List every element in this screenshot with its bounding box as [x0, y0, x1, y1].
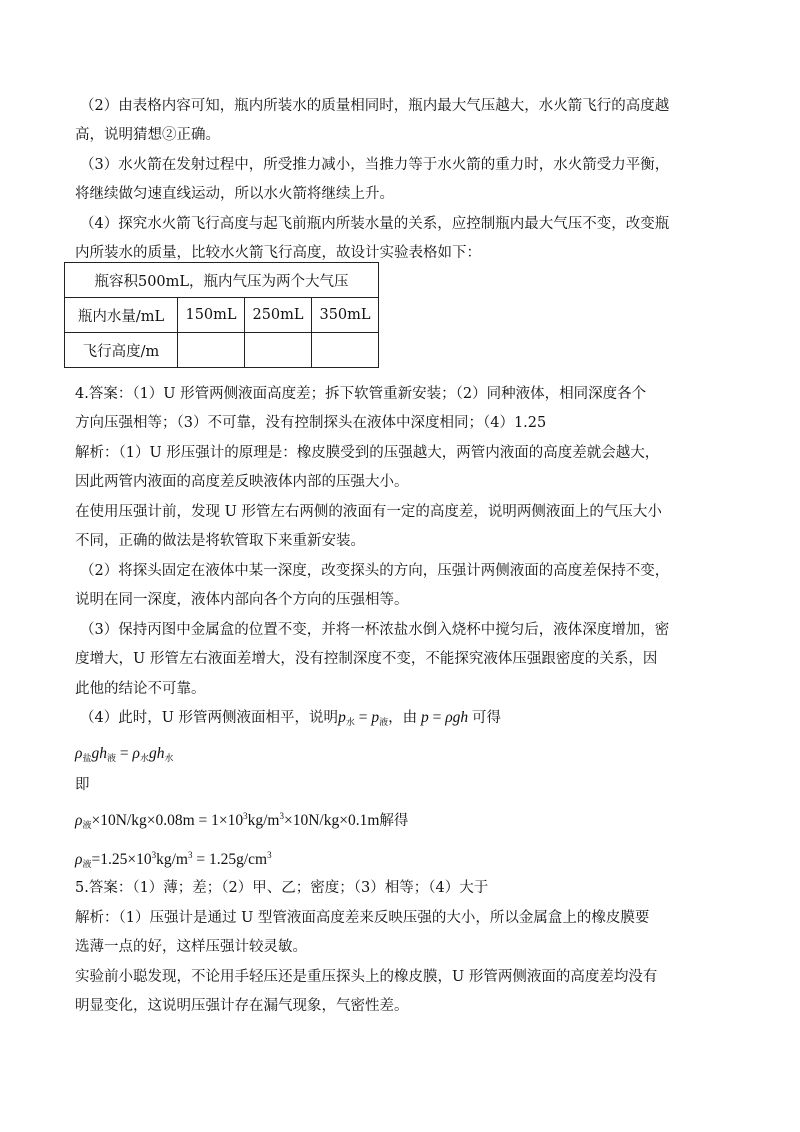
text-line: 此他的结论不可靠。 [75, 681, 206, 697]
text-line: 方向压强相等；（3）不可靠，没有控制探头在液体中深度相同；（4）1.25 [75, 415, 547, 431]
answer-4-heading: 4.答案：（1）U 形管两侧液面高度差；拆下软管重新安装；（2）同种液体，相同深度各个 [75, 386, 647, 402]
text-line: 解析：（1）压强计是通过 U 型管液面高度差来反映压强的大小，所以金属盒上的橡皮膜要 [75, 910, 650, 926]
formula-line: $\rho_液\times 10N/kg\times 0.08m = 1\times 10^3kg/m^3\times 10N/kg\times 0.1m$解得 [75, 811, 409, 830]
formula-result: $\rho_液=1.25\times 10^3kg/m^3 = 1.25g/cm^3$ [75, 850, 272, 869]
table-row [65, 298, 379, 333]
table-cell-empty [312, 333, 379, 368]
formula-line [75, 744, 735, 768]
formula-rho-equation: $\rho_盐gh_液 = \rho_水gh_水$ [75, 745, 174, 763]
table-cell-empty [245, 333, 312, 368]
text-line: 明显变化，这说明压强计存在漏气现象，气密性差。 [75, 998, 409, 1014]
text-line: 即 [75, 777, 90, 793]
text-line: 选薄一点的好，这样压强计较灵敏。 [75, 939, 307, 955]
text-line: （3）保持丙图中金属盒的位置不变，并将一杯浓盐水倒入烧杯中搅匀后，液体深度增加，密 [80, 622, 670, 638]
formula-line: （4）此时，U 形管两侧液面相平，说明$p_水 = p_液$，由 p = ρgh 可得 [80, 709, 502, 727]
text-line: 不同，正确的做法是将软管取下来重新安装。 [75, 533, 365, 549]
formula-substitution: $\rho_液\times 10N/kg\times 0.08m = 1\times 10^3kg/m^3\times 10N/kg\times 0.1m$ [75, 811, 380, 830]
table-cell-empty [178, 333, 245, 368]
text-line: 将继续做匀速直线运动，所以水火箭将继续上升。 [75, 186, 394, 202]
table-cell: 250mL [245, 298, 312, 333]
text-line: 高，说明猜想②正确。 [75, 127, 220, 143]
answer-5-heading: 5.答案：（1）薄；差；（2）甲、乙；密度；（3）相等；（4）大于 [75, 880, 489, 896]
table-cell: 350mL [312, 298, 379, 333]
text-line: （2）将探头固定在液体中某一深度，改变探头的方向，压强计两侧液面的高度差保持不变， [80, 563, 670, 579]
table-header-cell: 瓶容积500mL，瓶内气压为两个大气压 [65, 263, 379, 298]
table-header-row [65, 263, 379, 298]
text-line: 说明在同一深度，液体内部向各个方向的压强相等。 [75, 592, 409, 608]
text-line: 因此两管内液面的高度差反映液体内部的压强大小。 [75, 474, 409, 490]
table-row-label: 飞行高度/m [65, 333, 178, 368]
text-line: 内所装水的质量，比较水火箭飞行高度，故设计实验表格如下： [75, 245, 481, 261]
text-line: 度增大，U 形管左右液面差增大，没有控制深度不变，不能探究液体压强跟密度的关系，因 [75, 651, 658, 667]
text-line: （4）探究水火箭飞行高度与起飞前瓶内所装水量的关系，应控制瓶内最大气压不变，改变瓶 [80, 216, 670, 232]
text-line: （2）由表格内容可知，瓶内所装水的质量相同时，瓶内最大气压越大，水火箭飞行的高度越 [80, 98, 670, 114]
table-row-label: 瓶内水量/mL [65, 298, 178, 333]
table-cell: 150mL [178, 298, 245, 333]
formula-pressure-equal: $p_水 = p_液$ [338, 709, 389, 727]
formula-pressure: p = ρgh [420, 709, 469, 726]
text-line: 实验前小聪发现，不论用手轻压还是重压探头上的橡皮膜，U 形管两侧液面的高度差均没有 [75, 969, 658, 985]
text-line: 在使用压强计前，发现 U 形管左右两侧的液面有一定的高度差，说明两侧液面上的气压大小 [75, 504, 662, 520]
formula-line [75, 845, 735, 874]
text-line: （3）水火箭在发射过程中，所受推力减小，当推力等于水火箭的重力时，水火箭受力平衡， [80, 157, 670, 173]
text-line: 解析：（1）U 形压强计的原理是：橡皮膜受到的压强越大，两管内液面的高度差就会越大， [75, 445, 660, 461]
table-row [65, 333, 379, 368]
experiment-table [64, 262, 379, 368]
